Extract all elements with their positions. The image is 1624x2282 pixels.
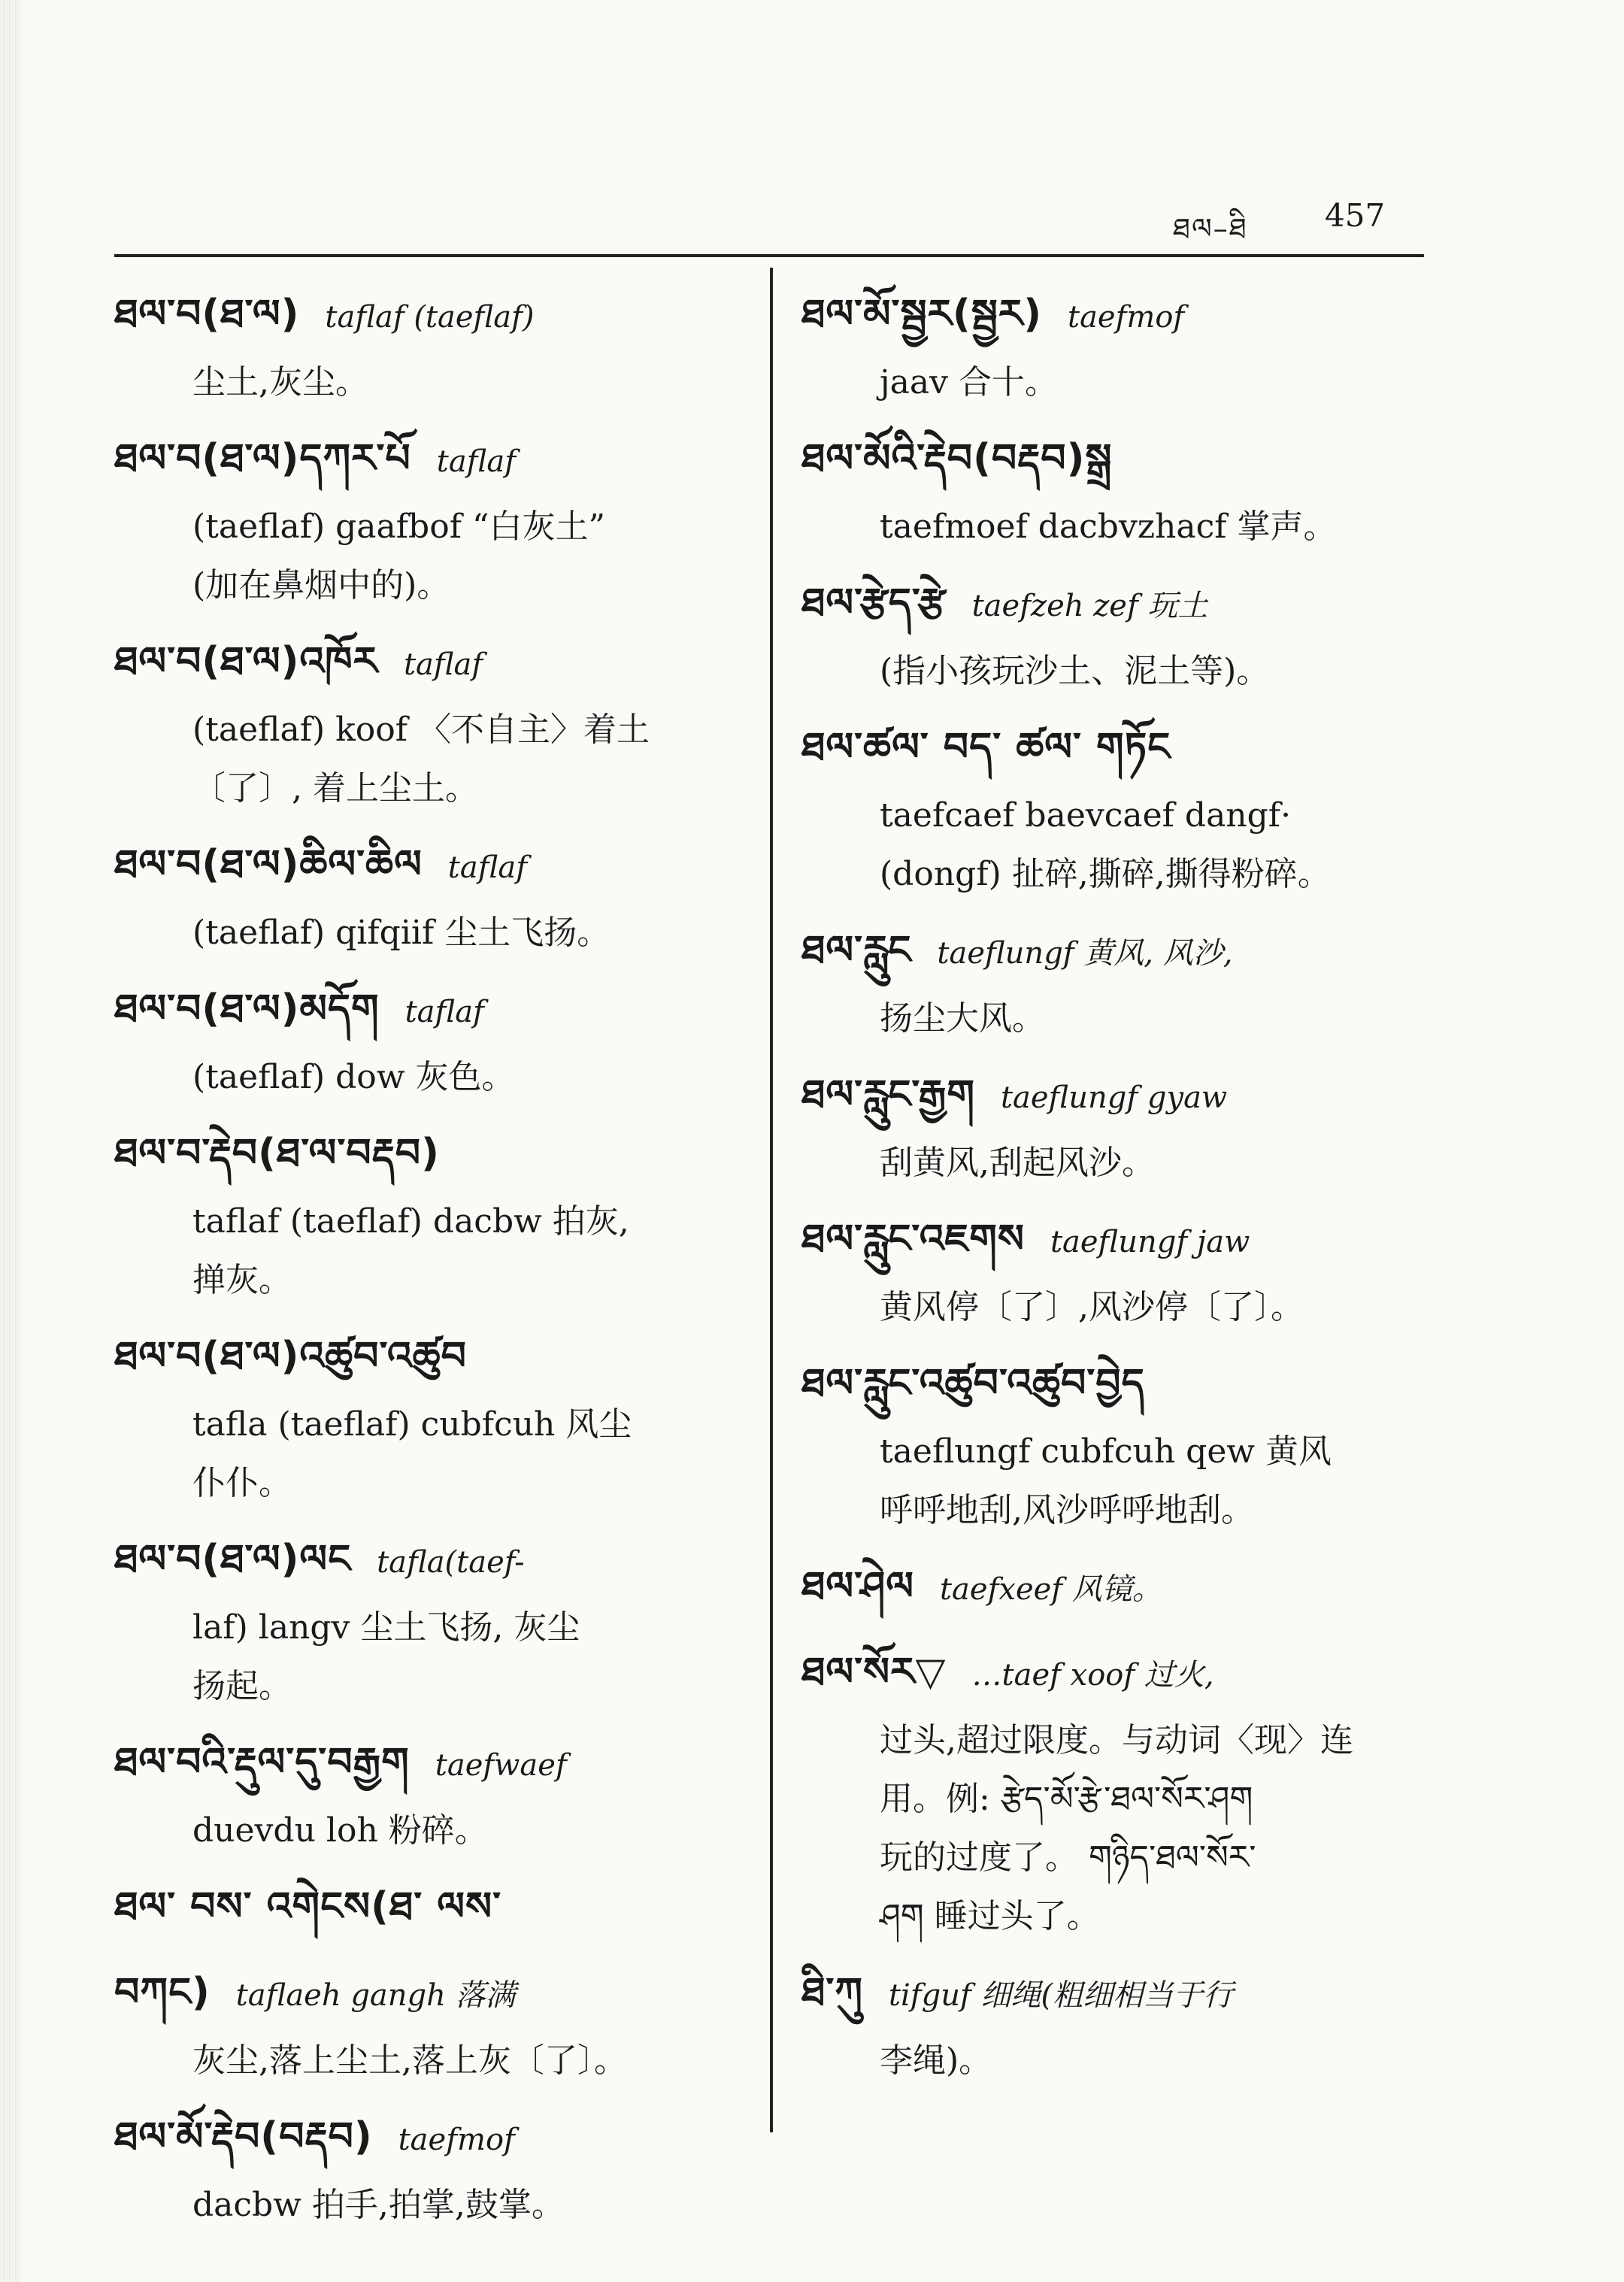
entry-definition: (taeflaf) dow 灰色。 — [192, 1058, 515, 1096]
entry-headword-line — [114, 1871, 746, 1946]
entry-definition: (dongf) 扯碎,撕碎,撕得粉碎。 — [880, 855, 1331, 893]
entry-headword-line — [114, 1320, 746, 1396]
entry-definition: 灰尘,落上尘土,落上灰〔了〕。 — [192, 2041, 627, 2080]
entry-definition: 黄风停〔了〕,风沙停〔了〕。 — [880, 1288, 1304, 1326]
transliteration: taeflungf jaw — [1050, 1225, 1250, 1259]
transliteration: taeflungf gyaw — [1000, 1080, 1228, 1115]
entry-headword-line — [114, 1726, 746, 1802]
entry-definition: tafla (taeflaf) cubfcuh 风尘 — [192, 1405, 632, 1444]
entry-headword-line — [801, 423, 1433, 498]
transliteration: taflaf (taeflaf) — [325, 300, 535, 335]
entry-definition: 过头,超过限度。与动词〈现〉连 — [880, 1721, 1353, 1759]
entry-headword-line — [801, 1059, 1433, 1134]
entry-headword-line — [801, 278, 1433, 353]
entry-definition: (加在鼻烟中的)。 — [192, 566, 450, 605]
tibetan-headword: ཐལ་རླུང་འཇགས — [801, 1217, 1025, 1262]
transliteration: taflaf — [404, 995, 484, 1029]
transliteration: tifguf 细绳(粗细相当于行 — [888, 1978, 1234, 2013]
entry-definition: 扬起。 — [192, 1667, 292, 1705]
transliteration: taeflungf 黄风, 风沙, — [937, 936, 1233, 971]
dictionary-entry — [114, 1956, 746, 2090]
dictionary-entry — [114, 829, 746, 962]
entry-definition: 掸灰。 — [192, 1261, 292, 1299]
transliteration: taflaf — [403, 647, 483, 682]
transliteration: taflaeh gangh 落满 — [235, 1978, 516, 2013]
tibetan-headword: ཐལ་བའི་རྡུལ་དུ་བརྒྱག — [114, 1740, 410, 1785]
tibetan-headword: ཐལ་རླུང་འཚུབ་འཚུབ་བྱེད — [801, 1361, 1145, 1406]
entry-definition: 呼呼地刮,风沙呼呼地刮。 — [880, 1491, 1254, 1529]
page-edge-shadow — [0, 0, 21, 2282]
transliteration: taefwaef — [435, 1748, 567, 1783]
tibetan-headword: ཐལ་བ་རྡེབ(ཐ་ལ་བརྡབ) — [114, 1131, 440, 1176]
entry-headword-line — [114, 1956, 746, 2032]
transliteration: taflaf — [447, 850, 528, 885]
dictionary-entry — [114, 423, 746, 615]
entry-definition: taeflungf cubfcuh qew 黄风 — [880, 1432, 1332, 1471]
entry-definition: duevdu loh 粉碎。 — [192, 1811, 488, 1850]
entry-definition: 玩的过度了。 གཉིད་ཐལ་སོར་ — [880, 1838, 1256, 1877]
entry-headword-line — [114, 1523, 746, 1599]
entry-headword-line — [114, 1117, 746, 1193]
dictionary-entry — [801, 711, 1433, 904]
tibetan-headword: ཐལ་མོ་སྦྱར(སྦྱར) — [801, 292, 1042, 337]
transliteration: tafla(taef- — [377, 1545, 525, 1580]
tibetan-headword: ཐལ་བ(ཐ་ལ)འཚུབ་འཚུབ — [114, 1334, 467, 1379]
entry-definition: jaav 合十。 — [880, 363, 1058, 402]
right-column — [801, 278, 1433, 2101]
entry-definition: 刮黄风,刮起风沙。 — [880, 1144, 1155, 1182]
transliteration: taefzeh zef 玩土 — [971, 589, 1208, 623]
entry-definition: taflaf (taeflaf) dacbw 拍灰, — [192, 1202, 629, 1241]
dictionary-entry — [801, 914, 1433, 1048]
tibetan-headword: ཐལ་ཚལ་ བད་ ཚལ་ གཏོང — [801, 725, 1171, 770]
page-number: 457 — [1325, 197, 1386, 234]
transliteration: taefmof — [398, 2123, 515, 2157]
entry-headword-line — [801, 914, 1433, 989]
dictionary-entry — [114, 1117, 746, 1310]
transliteration: …taef xoof 过火, — [971, 1658, 1214, 1693]
tibetan-headword: ཐལ་བ(ཐ་ལ) — [114, 292, 300, 337]
tibetan-headword: ཐལ་ཤེལ — [801, 1564, 914, 1609]
header-rule — [114, 254, 1424, 257]
tibetan-headword: ཐལ་རླུང་རྒྱག — [801, 1072, 975, 1117]
entry-definition: ཤག 睡过头了。 — [880, 1897, 1100, 1935]
tibetan-headword: ཐལ་བ(ཐ་ལ)ལང — [114, 1537, 352, 1582]
tibetan-headword: ཐལ་ བས་ འགེངས(ཐ་ ལས་ — [114, 1884, 502, 1929]
tibetan-headword: བཀང) — [114, 1970, 211, 2015]
tibetan-headword: ཐལ་བ(ཐ་ལ)ཆིལ་ཆིལ — [114, 842, 423, 887]
tibetan-headword: ཐལ་སོར▽ — [801, 1650, 947, 1695]
dictionary-entry — [114, 626, 746, 818]
entry-definition: dacbw 拍手,拍掌,鼓掌。 — [192, 2186, 565, 2224]
entry-headword-line — [801, 1203, 1433, 1278]
entry-headword-line — [801, 1636, 1433, 1711]
entry-definition: 尘土,灰尘。 — [192, 363, 368, 402]
dictionary-entry — [801, 1203, 1433, 1337]
entry-headword-line — [801, 567, 1433, 642]
entry-definition: laf) langv 尘土飞扬, 灰尘 — [192, 1608, 580, 1647]
tibetan-headword: ཐལ་བ(ཐ་ལ)མདོག — [114, 986, 380, 1032]
dictionary-entry — [114, 1320, 746, 1513]
entry-definition: taefcaef baevcaef dangf· — [880, 796, 1292, 835]
dictionary-entry — [801, 1059, 1433, 1193]
tibetan-headword: ཐལ་མོ་རྡེབ(བརྡབ) — [114, 2114, 373, 2159]
dictionary-entry — [801, 278, 1433, 412]
dictionary-entry — [801, 1347, 1433, 1540]
entry-headword-line — [801, 711, 1433, 786]
entry-headword-line — [801, 1550, 1433, 1626]
tibetan-headword: ཐལ་རླུང — [801, 928, 912, 973]
tibetan-headword: ཐལ་མོའི་རྡེབ(བརྡབ)སྒྲ — [801, 436, 1113, 481]
entry-headword-line — [801, 1347, 1433, 1423]
dictionary-entry — [801, 423, 1433, 556]
column-divider — [770, 268, 773, 2132]
dictionary-entry — [801, 1550, 1433, 1626]
transliteration: taefxeef 风镜。 — [939, 1572, 1162, 1607]
dictionary-entry — [801, 1636, 1433, 1946]
dictionary-entry — [801, 567, 1433, 701]
dictionary-entry — [114, 1871, 746, 1946]
entry-headword-line — [801, 1956, 1433, 2032]
tibetan-headword: ཐི་ཀུ — [801, 1970, 863, 2015]
entry-definition: (taeflaf) koof 〈不自主〉着土 — [192, 711, 650, 749]
entry-headword-line — [114, 2101, 746, 2176]
left-column — [114, 278, 746, 2245]
entry-headword-line — [114, 278, 746, 353]
tibetan-headword: ཐལ་བ(ཐ་ལ)དཀར་པོ — [114, 436, 411, 481]
tibetan-headword: ཐལ་རྩེད་རྩེ — [801, 580, 947, 626]
dictionary-entry — [114, 278, 746, 412]
entry-headword-line — [114, 973, 746, 1048]
dictionary-entry — [114, 1726, 746, 1860]
entry-headword-line — [114, 829, 746, 904]
dictionary-entry — [114, 973, 746, 1107]
entry-definition: 〔了〕, 着上尘土。 — [192, 769, 478, 808]
entry-definition: (taeflaf) gaafbof “白灰土” — [192, 508, 605, 546]
entry-headword-line — [114, 626, 746, 701]
entry-headword-line — [114, 423, 746, 498]
transliteration: taefmof — [1068, 300, 1185, 335]
dictionary-entry — [114, 2101, 746, 2235]
transliteration: taflaf — [436, 444, 517, 479]
running-head: ཐལ–ཐི — [1173, 212, 1248, 245]
entry-definition: (taeflaf) qifqiif 尘土飞扬。 — [192, 914, 611, 952]
dictionary-entry — [114, 1523, 746, 1716]
entry-definition: 李绳)。 — [880, 2041, 992, 2080]
entry-definition: 仆仆。 — [192, 1464, 292, 1502]
entry-definition: (指小孩玩沙土、泥土等)。 — [880, 652, 1270, 690]
entry-definition: taefmoef dacbvzhacf 掌声。 — [880, 508, 1337, 546]
entry-definition: 扬尘大风。 — [880, 999, 1045, 1038]
dictionary-entry — [801, 1956, 1433, 2090]
entry-definition: 用。例: རྩེད་མོ་རྩེ་ཐལ་སོར་ཤག — [880, 1780, 1253, 1818]
tibetan-headword: ཐལ་བ(ཐ་ལ)འཁོར — [114, 639, 378, 684]
